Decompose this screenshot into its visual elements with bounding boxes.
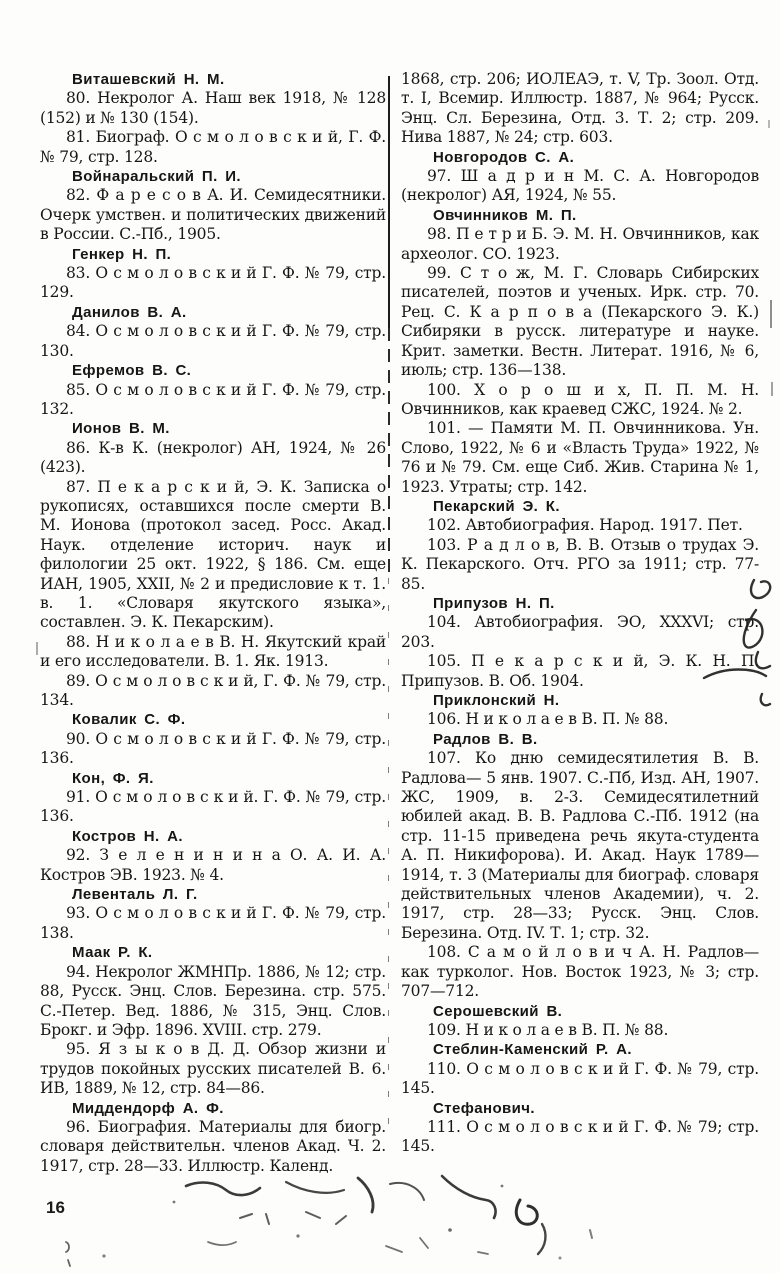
scan-speck xyxy=(771,382,773,396)
person-name-heading: Приклонский Н. xyxy=(433,692,560,709)
person-name-heading: Новгородов С. А. xyxy=(433,148,575,166)
bibliography-entry: 83. О с м о л о в с к и й Г. Ф. № 79, стр. 129. xyxy=(40,264,386,302)
person-name-heading: Стефанович. xyxy=(433,1099,535,1117)
bibliography-entry: 84. О с м о л о в с к и й Г. Ф. № 79, стр. 130. xyxy=(40,322,386,360)
person-name-heading: Ефремов В. С. xyxy=(72,362,192,380)
bibliography-entry: 95. Я з ы к о в Д. Д. Обзор жизни и трудов покойных русских писателей В. 6. ИВ, 1889, № 12, стр. 84—86. xyxy=(40,1040,386,1098)
handwritten-mark xyxy=(90,1172,670,1270)
person-name-heading: Виташевский Н. М. xyxy=(72,71,225,88)
person-name-heading: Миддендорф А. Ф. xyxy=(72,1099,224,1117)
bibliography-entry: 94. Некролог ЖМНПр. 1886, № 12; стр. 88, Русск. Энц. Слов. Березина. стр. 575. С.-Петер. Вед. 1886, № 315, Энц. Слов. Брокг. и Эфр. 1896. XVIII. стр. 279. xyxy=(40,962,386,1039)
handwritten-mark xyxy=(688,572,780,722)
bibliography-entry: 97. Ш а д р и н М. С. А. Новгородов (некролог) АЯ, 1924, № 55. xyxy=(401,167,759,205)
bibliography-entry: 81. Биограф. О с м о л о в с к и й, Г. Ф. № 79, стр. 128. xyxy=(40,128,386,166)
person-name-heading: Войнаральский П. И. xyxy=(72,168,241,186)
person-name-heading: Пекарский Э. К. xyxy=(433,497,560,515)
bibliography-entry: 91. О с м о л о в с к и й. Г. Ф. № 79, стр. 136. xyxy=(40,788,386,826)
bibliography-entry: 105. П е к а р с к и й, Э. К. Н. П. Припузов. В. Об. 1904. xyxy=(401,652,759,690)
person-name-heading: Кон, Ф. Я. xyxy=(72,769,154,787)
person-name-heading: Радлов В. В. xyxy=(433,730,538,748)
scan-speck xyxy=(36,642,38,655)
bibliography-entry: 101. — Памяти М. П. Овчинникова. Ун. Слово, 1922, № 6 и «Власть Труда» 1922, № 76 и № 79. См. еще Сиб. Жив. Старина № 1, 1923. Утраты; стр. 142. xyxy=(401,419,759,496)
person-name-heading: Маак Р. К. xyxy=(72,944,153,962)
bibliography-entry: 99. С т о ж, М. Г. Словарь Сибирских писателей, поэтов и ученых. Ирк. стр. 70. Рец. С. К а р п о в а (Пекарского Э. К.) Сибиряки в русск. литературе и науке. Крит. заметки. Вестн. Литерат. 1916, № 6, июль; стр. 136—138. xyxy=(401,264,759,380)
bibliography-entry: 87. П е к а р с к и й, Э. К. Записка о рукописях, оставшихся после смерти В. М. Ионова (протокол засед. Росс. Акад. Наук. отделение историч. наук и филологии 25 окт. 1922, § 186. См. еще ИАН, 1905, XXII, № 2 и предисловие к т. 1. в. 1. «Словаря якутского языка», составлен. Э. К. Пекарским). xyxy=(40,477,386,632)
bibliography-entry: 104. Автобиография. ЭО, XXXVI; стр. 203. xyxy=(401,613,759,651)
bibliography-entry: 93. О с м о л о в с к и й Г. Ф. № 79, стр. 138. xyxy=(40,904,386,942)
person-name-heading: Припузов Н. П. xyxy=(433,594,555,612)
bibliography-entry: 98. П е т р и Б. Э. М. Н. Овчинников, как археолог. СО. 1923. xyxy=(401,225,759,263)
bibliography-entry: 110. О с м о л о в с к и й Г. Ф. № 79, стр. 145. xyxy=(401,1059,759,1098)
scan-speck xyxy=(768,120,770,128)
scan-speck xyxy=(770,300,772,328)
person-name-heading: Костров Н. А. xyxy=(72,827,183,845)
column-divider xyxy=(388,76,390,328)
person-name-heading: Овчинников М. П. xyxy=(433,206,577,224)
left-column xyxy=(40,70,386,1176)
bibliography-entry: 102. Автобиография. Народ. 1917. Пет. xyxy=(427,516,743,535)
person-name-heading: Ионов В. М. xyxy=(72,420,170,438)
person-name-heading: Данилов В. А. xyxy=(72,303,187,321)
bibliography-entry: 85. О с м о л о в с к и й Г. Ф. № 79, стр. 132. xyxy=(40,380,386,418)
bibliography-entry: 96. Биография. Материалы для биогр. словаря действительн. членов Акад. Ч. 2. 1917, стр. 28—33. Иллюстр. Календ. xyxy=(40,1117,386,1175)
bibliography-entry: 86. К-в К. (некролог) АН, 1924, № 26 (423). xyxy=(40,438,386,477)
bibliography-entry: 111. О с м о л о в с к и й Г. Ф. № 79; стр. 145. xyxy=(401,1117,759,1156)
bibliography-entry: 82. Ф а р е с о в А. И. Семидесятники. Очерк умствен. и политических движений в России. С.-Пб., 1905. xyxy=(40,186,386,244)
bibliography-entry: 80. Некролог А. Наш век 1918, № 128 (152) и № 130 (154). xyxy=(40,89,386,127)
column-divider xyxy=(388,328,390,578)
bibliography-entry: 92. З е л е н и н и н а О. А. И. А. Костров ЭВ. 1923. № 4. xyxy=(40,846,386,884)
bibliography-entry: 106. Н и к о л а е в В. П. № 88. xyxy=(427,710,669,729)
handwritten-mark xyxy=(56,1238,96,1272)
bibliography-entry: 108. С а м о й л о в и ч А. Н. Радлов— как турколог. Нов. Восток 1923, № 3; стр. 707—712. xyxy=(401,943,759,1001)
column-divider xyxy=(388,578,389,1138)
person-name-heading: Ковалик С. Ф. xyxy=(72,711,186,729)
bibliography-entry: 107. Ко дню семидесятилетия В. В. Радлова— 5 янв. 1907. С.-Пб, Изд. АН, 1907. ЖС, 1909, в. 2-3. Семидесятилетний юбилей акад. В. В. Радлова С.-Пб. 1912 (на стр. 11-15 приведена речь якута-студента А. П. Никифорова). И. Акад. Наук 1789—1914, т. 3 (Материалы для биограф. словаря действительных членов Академии), ч. 2. 1917, стр. 28—33; Русск. Энц. Слов. Березина. Отд. IV. Т. 1; стр. 32. xyxy=(401,749,759,942)
person-name-heading: Генкер Н. П. xyxy=(72,245,172,263)
bibliography-entry: 109. Н и к о л а е в В. П. № 88. xyxy=(427,1020,669,1039)
bibliography-entry: 103. Р а д л о в, В. В. Отзыв о трудах Э. К. Пекарского. Отч. РГО за 1911; стр. 77-85. xyxy=(401,535,759,593)
person-name-heading: Стеблин-Каменский Р. А. xyxy=(433,1041,632,1059)
person-name-heading: Серошевский В. xyxy=(433,1002,563,1020)
bibliography-entry: 100. Х о р о ш и х, П. П. М. Н. Овчинников, как краевед СЖС, 1924. № 2. xyxy=(401,380,759,418)
bibliography-entry: 88. Н и к о л а е в В. Н. Якутский край и его исследователи. В. 1. Як. 1913. xyxy=(40,632,386,671)
page-number: 16 xyxy=(46,1198,65,1217)
bibliography-entry: 90. О с м о л о в с к и й Г. Ф. № 79, стр. 136. xyxy=(40,729,386,768)
person-name-heading: Левенталь Л. Г. xyxy=(72,886,198,904)
bibliography-entry: 89. О с м о л о в с к и й, Г. Ф. № 79, стр. 134. xyxy=(40,671,386,709)
bibliography-entry: 1868, стр. 206; ИОЛЕАЭ, т. V, Тр. Зоол. Отд. т. I, Всемир. Иллюстр. 1887, № 964; Русск. Энц. Сл. Березина, Отд. 3. Т. 2; стр. 209. Нива 1887, № 24; стр. 603. xyxy=(401,70,759,147)
